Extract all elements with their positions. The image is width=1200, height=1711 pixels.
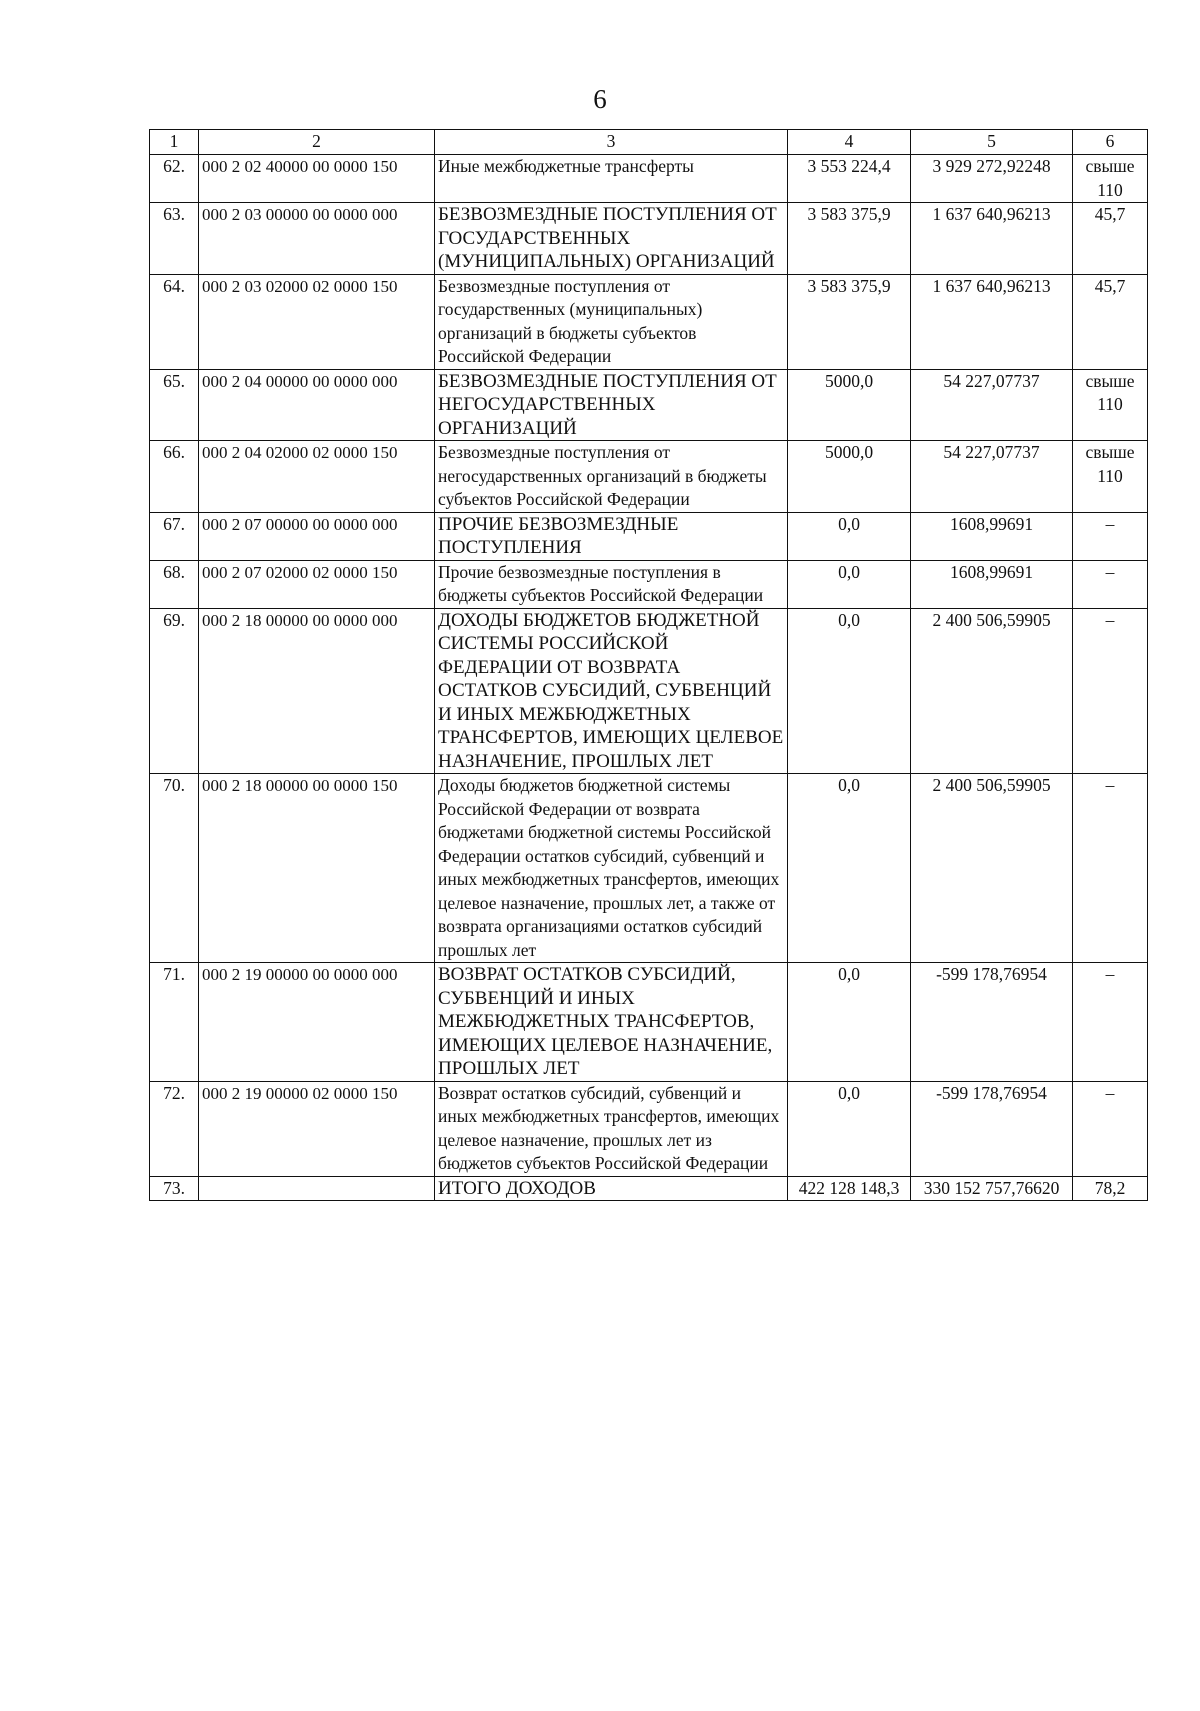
execution-percent: 45,7 — [1073, 274, 1148, 369]
budget-code: 000 2 03 00000 00 0000 000 — [199, 203, 435, 275]
executed-amount: 1608,99691 — [911, 512, 1073, 560]
execution-percent: – — [1073, 774, 1148, 963]
execution-percent: – — [1073, 1081, 1148, 1176]
executed-amount: 54 227,07737 — [911, 441, 1073, 513]
executed-amount: 3 929 272,92248 — [911, 155, 1073, 203]
planned-amount: 0,0 — [788, 560, 911, 608]
executed-amount: 1608,99691 — [911, 560, 1073, 608]
table-row — [150, 774, 1148, 963]
budget-code: 000 2 04 02000 02 0000 150 — [199, 441, 435, 513]
revenue-name: ВОЗВРАТ ОСТАТКОВ СУБСИДИЙ, СУБВЕНЦИЙ И ИНЫХ МЕЖБЮДЖЕТНЫХ ТРАНСФЕРТОВ, ИМЕЮЩИХ ЦЕЛЕВОЕ НАЗНАЧЕНИЕ, ПРОШЛЫХ ЛЕТ — [435, 963, 788, 1082]
revenue-table — [149, 129, 1148, 1201]
budget-code: 000 2 18 00000 00 0000 150 — [199, 774, 435, 963]
header-cell: 6 — [1073, 130, 1148, 155]
row-number: 68. — [150, 560, 199, 608]
row-number: 64. — [150, 274, 199, 369]
revenue-name: Доходы бюджетов бюджетной системы Российской Федерации от возврата бюджетами бюджетной системы Российской Федерации остатков субсидий, субвенций и иных межбюджетных трансфертов, имеющих целевое назначение, прошлых лет, а также от возврата организациями остатков субсидий прошлых лет — [435, 774, 788, 963]
revenue-name: ПРОЧИЕ БЕЗВОЗМЕЗДНЫЕ ПОСТУПЛЕНИЯ — [435, 512, 788, 560]
planned-amount: 3 553 224,4 — [788, 155, 911, 203]
revenue-name: Безвозмездные поступления от государственных (муниципальных) организаций в бюджеты субъектов Российской Федерации — [435, 274, 788, 369]
planned-amount: 3 583 375,9 — [788, 274, 911, 369]
planned-amount: 0,0 — [788, 512, 911, 560]
header-cell: 1 — [150, 130, 199, 155]
execution-percent: свыше 110 — [1073, 441, 1148, 513]
row-number: 62. — [150, 155, 199, 203]
planned-amount: 0,0 — [788, 608, 911, 774]
row-number: 71. — [150, 963, 199, 1082]
executed-amount: 330 152 757,76620 — [911, 1176, 1073, 1201]
table-row — [150, 441, 1148, 513]
header-cell: 5 — [911, 130, 1073, 155]
table-body — [150, 155, 1148, 1201]
budget-code: 000 2 03 02000 02 0000 150 — [199, 274, 435, 369]
header-cell: 3 — [435, 130, 788, 155]
executed-amount: 1 637 640,96213 — [911, 274, 1073, 369]
budget-code: 000 2 02 40000 00 0000 150 — [199, 155, 435, 203]
row-number: 63. — [150, 203, 199, 275]
execution-percent: 78,2 — [1073, 1176, 1148, 1201]
revenue-name: БЕЗВОЗМЕЗДНЫЕ ПОСТУПЛЕНИЯ ОТ НЕГОСУДАРСТВЕННЫХ ОРГАНИЗАЦИЙ — [435, 369, 788, 441]
row-number: 66. — [150, 441, 199, 513]
table-row — [150, 203, 1148, 275]
budget-code: 000 2 19 00000 02 0000 150 — [199, 1081, 435, 1176]
executed-amount: 1 637 640,96213 — [911, 203, 1073, 275]
executed-amount: -599 178,76954 — [911, 963, 1073, 1082]
planned-amount: 422 128 148,3 — [788, 1176, 911, 1201]
budget-code: 000 2 18 00000 00 0000 000 — [199, 608, 435, 774]
execution-percent: – — [1073, 560, 1148, 608]
row-number: 69. — [150, 608, 199, 774]
table-row — [150, 369, 1148, 441]
budget-code: 000 2 19 00000 00 0000 000 — [199, 963, 435, 1082]
revenue-name: Возврат остатков субсидий, субвенций и иных межбюджетных трансфертов, имеющих целевое назначение, прошлых лет из бюджетов субъектов Российской Федерации — [435, 1081, 788, 1176]
row-number: 65. — [150, 369, 199, 441]
revenue-name: ИТОГО ДОХОДОВ — [435, 1176, 788, 1201]
table-row — [150, 560, 1148, 608]
row-number: 72. — [150, 1081, 199, 1176]
table-row — [150, 608, 1148, 774]
table-row — [150, 512, 1148, 560]
planned-amount: 3 583 375,9 — [788, 203, 911, 275]
revenue-name: БЕЗВОЗМЕЗДНЫЕ ПОСТУПЛЕНИЯ ОТ ГОСУДАРСТВЕННЫХ (МУНИЦИПАЛЬНЫХ) ОРГАНИЗАЦИЙ — [435, 203, 788, 275]
table-row — [150, 1176, 1148, 1201]
page-number: 6 — [593, 84, 607, 114]
execution-percent: свыше 110 — [1073, 155, 1148, 203]
header-cell: 4 — [788, 130, 911, 155]
execution-percent: – — [1073, 608, 1148, 774]
revenue-name: ДОХОДЫ БЮДЖЕТОВ БЮДЖЕТНОЙ СИСТЕМЫ РОССИЙСКОЙ ФЕДЕРАЦИИ ОТ ВОЗВРАТА ОСТАТКОВ СУБСИДИЙ, СУБВЕНЦИЙ И ИНЫХ МЕЖБЮДЖЕТНЫХ ТРАНСФЕРТОВ, ИМЕЮЩИХ ЦЕЛЕВОЕ НАЗНАЧЕНИЕ, ПРОШЛЫХ ЛЕТ — [435, 608, 788, 774]
execution-percent: – — [1073, 963, 1148, 1082]
table-row — [150, 963, 1148, 1082]
budget-code — [199, 1176, 435, 1201]
planned-amount: 5000,0 — [788, 369, 911, 441]
budget-code: 000 2 04 00000 00 0000 000 — [199, 369, 435, 441]
row-number: 67. — [150, 512, 199, 560]
execution-percent: 45,7 — [1073, 203, 1148, 275]
planned-amount: 0,0 — [788, 963, 911, 1082]
executed-amount: 2 400 506,59905 — [911, 774, 1073, 963]
table-row — [150, 274, 1148, 369]
executed-amount: 54 227,07737 — [911, 369, 1073, 441]
table-row — [150, 1081, 1148, 1176]
row-number: 70. — [150, 774, 199, 963]
planned-amount: 0,0 — [788, 1081, 911, 1176]
revenue-name: Прочие безвозмездные поступления в бюджеты субъектов Российской Федерации — [435, 560, 788, 608]
budget-code: 000 2 07 02000 02 0000 150 — [199, 560, 435, 608]
revenue-name: Иные межбюджетные трансферты — [435, 155, 788, 203]
planned-amount: 0,0 — [788, 774, 911, 963]
header-cell: 2 — [199, 130, 435, 155]
budget-code: 000 2 07 00000 00 0000 000 — [199, 512, 435, 560]
row-number: 73. — [150, 1176, 199, 1201]
revenue-name: Безвозмездные поступления от негосударственных организаций в бюджеты субъектов Российской Федерации — [435, 441, 788, 513]
execution-percent: свыше 110 — [1073, 369, 1148, 441]
table-row — [150, 155, 1148, 203]
header-row — [150, 130, 1148, 155]
planned-amount: 5000,0 — [788, 441, 911, 513]
executed-amount: 2 400 506,59905 — [911, 608, 1073, 774]
executed-amount: -599 178,76954 — [911, 1081, 1073, 1176]
execution-percent: – — [1073, 512, 1148, 560]
